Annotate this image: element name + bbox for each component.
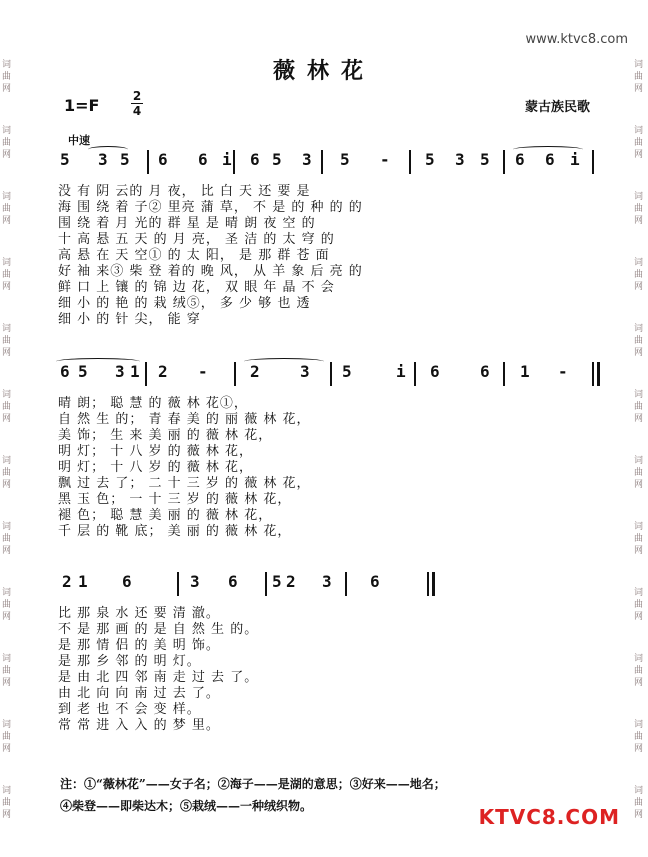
watermark-char: 词: [634, 786, 644, 796]
lyric-line: 没 有 阴 云的 月 夜， 比 白 天 还 要 是: [58, 184, 311, 199]
note: 1: [520, 362, 530, 381]
watermark-char: 网: [634, 150, 644, 160]
note: 6: [480, 362, 490, 381]
watermark-char: 网: [2, 480, 12, 490]
note: 5: [480, 150, 490, 169]
watermark-char: 词: [2, 456, 12, 466]
note: 5: [272, 572, 282, 591]
time-bottom: 4: [132, 104, 142, 118]
note: i: [396, 362, 406, 381]
note: i: [570, 150, 580, 169]
watermark-char: 词: [634, 126, 644, 136]
lyric-line: 明 灯； 十 八 岁 的 薇 林 花，: [58, 444, 254, 459]
note: 3: [300, 362, 310, 381]
watermark-char: 曲: [2, 402, 12, 412]
note: 5: [60, 150, 70, 169]
watermark-char: 网: [2, 348, 12, 358]
watermark-char: 网: [2, 216, 12, 226]
watermark-char: 曲: [2, 534, 12, 544]
watermark-char: 词: [2, 324, 12, 334]
lyric-line: 到 老 也 不 会 变 样。: [58, 702, 201, 717]
song-title: 薇林花: [272, 58, 375, 84]
lyric-line: 飘 过 去 了； 二 十 三 岁 的 薇 林 花，: [58, 476, 311, 491]
note: i: [222, 150, 232, 169]
watermark-char: 曲: [634, 72, 644, 82]
watermark-char: 曲: [2, 468, 12, 478]
watermark-char: 词: [2, 258, 12, 268]
note: 5: [120, 150, 130, 169]
watermark-char: 词: [634, 720, 644, 730]
song-source: 蒙古族民歌: [524, 100, 590, 115]
lyric-line: 海 围 绕 着 子② 里亮 蒲 草， 不 是 的 种 的 的: [58, 200, 363, 215]
time-top: 2: [132, 89, 142, 103]
watermark-char: 网: [2, 678, 12, 688]
lyric-line: 鲜 口 上 镶 的 锦 边 花， 双 眼 年 晶 不 会: [58, 280, 335, 295]
watermark-char: 词: [634, 390, 644, 400]
watermark-char: 曲: [634, 534, 644, 544]
watermark-char: 网: [634, 216, 644, 226]
lyric-line: 细 小 的 针 尖， 能 穿: [58, 312, 201, 327]
note: 2: [250, 362, 260, 381]
watermark-char: 网: [634, 348, 644, 358]
watermark-char: 曲: [2, 732, 12, 742]
watermark-char: 网: [634, 480, 644, 490]
watermark-char: 网: [634, 678, 644, 688]
watermark-char: 曲: [2, 72, 12, 82]
watermark-char: 曲: [2, 798, 12, 808]
lyric-line: 细 小 的 艳 的 栽 绒⑤， 多 少 够 也 透: [58, 296, 311, 311]
watermark-char: 曲: [2, 138, 12, 148]
lyric-line: 高 悬 在 天 空① 的 太 阳， 是 那 群 苍 面: [58, 248, 330, 263]
lyric-line: 比 那 泉 水 还 要 清 澈。: [58, 606, 220, 621]
watermark-char: 词: [634, 192, 644, 202]
note: 6: [515, 150, 525, 169]
watermark-char: 曲: [634, 270, 644, 280]
note: 3: [98, 150, 108, 169]
watermark-char: 曲: [634, 666, 644, 676]
time-signature: [131, 90, 143, 117]
note: 5: [425, 150, 435, 169]
watermark-char: 网: [634, 414, 644, 424]
watermark-char: 网: [634, 612, 644, 622]
watermark-char: 网: [634, 546, 644, 556]
lyric-line: 好 袖 来③ 柴 登 着的 晚 风， 从 羊 象 后 亮 的: [58, 264, 363, 279]
note: 6: [430, 362, 440, 381]
note: 6: [545, 150, 555, 169]
lyric-line: 是 那 乡 邻 的 明 灯。: [58, 654, 201, 669]
watermark-char: 网: [634, 84, 644, 94]
lyric-line: 围 绕 着 月 光的 群 星 是 晴 朗 夜 空 的: [58, 216, 316, 231]
watermark-char: 曲: [634, 204, 644, 214]
watermark-char: 网: [634, 282, 644, 292]
note: 5: [342, 362, 352, 381]
key-signature: 1=F: [64, 96, 100, 115]
side-watermark-left: [0, 0, 16, 857]
note: 1: [78, 572, 88, 591]
note: 6: [250, 150, 260, 169]
lyric-line: 是 由 北 四 邻 南 走 过 去 了。: [58, 670, 259, 685]
note: -: [558, 362, 568, 381]
note: -: [380, 150, 390, 169]
note: 6: [158, 150, 168, 169]
note: 1: [130, 362, 140, 381]
watermark-char: 曲: [634, 732, 644, 742]
watermark-char: 词: [634, 588, 644, 598]
note: 2: [286, 572, 296, 591]
note: 6: [122, 572, 132, 591]
watermark-char: 曲: [2, 270, 12, 280]
watermark-char: 曲: [634, 336, 644, 346]
lyric-line: 晴 朗； 聪 慧 的 薇 林 花①，: [58, 396, 248, 411]
watermark-char: 词: [2, 588, 12, 598]
note: 6: [198, 150, 208, 169]
lyric-line: 明 灯； 十 八 岁 的 薇 林 花，: [58, 460, 254, 475]
watermark-char: 曲: [634, 468, 644, 478]
note: 2: [158, 362, 168, 381]
lyric-line: 是 那 情 侣 的 美 明 饰。: [58, 638, 220, 653]
watermark-char: 词: [634, 324, 644, 334]
note: 6: [228, 572, 238, 591]
watermark-char: 词: [2, 192, 12, 202]
watermark-char: 网: [2, 150, 12, 160]
watermark-char: 网: [2, 810, 12, 820]
watermark-char: 曲: [2, 666, 12, 676]
note: 3: [455, 150, 465, 169]
lyric-line: 十 高 悬 五 天 的 月 亮， 圣 洁 的 太 穹 的: [58, 232, 335, 247]
lyric-line: 千 层 的 靴 底； 美 丽 的 薇 林 花，: [58, 524, 292, 539]
note: 5: [272, 150, 282, 169]
note: 3: [302, 150, 312, 169]
watermark-char: 网: [2, 414, 12, 424]
watermark-char: 曲: [634, 138, 644, 148]
lyric-line: 黑 玉 色； 一 十 三 岁 的 薇 林 花，: [58, 492, 292, 507]
note: 5: [78, 362, 88, 381]
lyric-line: 美 饰； 生 来 美 丽 的 薇 林 花，: [58, 428, 273, 443]
watermark-char: 词: [634, 654, 644, 664]
site-url: www.ktvc8.com: [525, 32, 628, 47]
lyric-line: 不 是 那 画 的 是 自 然 生 的。: [58, 622, 259, 637]
watermark-char: 词: [2, 60, 12, 70]
watermark-char: 词: [2, 786, 12, 796]
watermark-char: 词: [634, 60, 644, 70]
watermark-char: 词: [634, 522, 644, 532]
lyric-line: 自 然 生 的； 青 春 美 的 丽 薇 林 花，: [58, 412, 311, 427]
watermark-char: 词: [2, 654, 12, 664]
watermark-char: 网: [2, 744, 12, 754]
note: 6: [370, 572, 380, 591]
note: 6: [60, 362, 70, 381]
watermark-char: 词: [2, 390, 12, 400]
watermark-char: 曲: [2, 600, 12, 610]
watermark-char: 曲: [634, 402, 644, 412]
side-watermark-right: [632, 0, 648, 857]
footnote-line-2: ④柴登——即柴达木；⑤栽绒——一种绒织物。: [60, 799, 313, 813]
watermark-char: 网: [2, 546, 12, 556]
watermark-char: 曲: [2, 336, 12, 346]
lyric-line: 由 北 向 向 南 过 去 了。: [58, 686, 220, 701]
watermark-char: 网: [2, 282, 12, 292]
watermark-char: 词: [634, 258, 644, 268]
lyric-line: 褪 色； 聪 慧 美 丽 的 薇 林 花，: [58, 508, 273, 523]
watermark-char: 网: [634, 744, 644, 754]
watermark-char: 词: [2, 522, 12, 532]
lyric-line: 常 常 进 入 入 的 梦 里。: [58, 718, 220, 733]
watermark-char: 词: [2, 720, 12, 730]
tempo-marking: 中速: [68, 134, 90, 147]
note: 3: [115, 362, 125, 381]
footnote-line-1: 注：①“薇林花”——女子名；②海子——是湖的意思；③好来——地名；: [60, 777, 446, 791]
watermark-char: 网: [2, 84, 12, 94]
watermark-char: 词: [634, 456, 644, 466]
watermark-char: 词: [2, 126, 12, 136]
note: 3: [190, 572, 200, 591]
note: 3: [322, 572, 332, 591]
note: -: [198, 362, 208, 381]
note: 2: [62, 572, 72, 591]
watermark-char: 网: [2, 612, 12, 622]
note: 5: [340, 150, 350, 169]
watermark-char: 网: [634, 810, 644, 820]
site-logo: KTVC8.COM: [478, 805, 620, 829]
watermark-char: 曲: [2, 204, 12, 214]
watermark-char: 曲: [634, 798, 644, 808]
watermark-char: 曲: [634, 600, 644, 610]
